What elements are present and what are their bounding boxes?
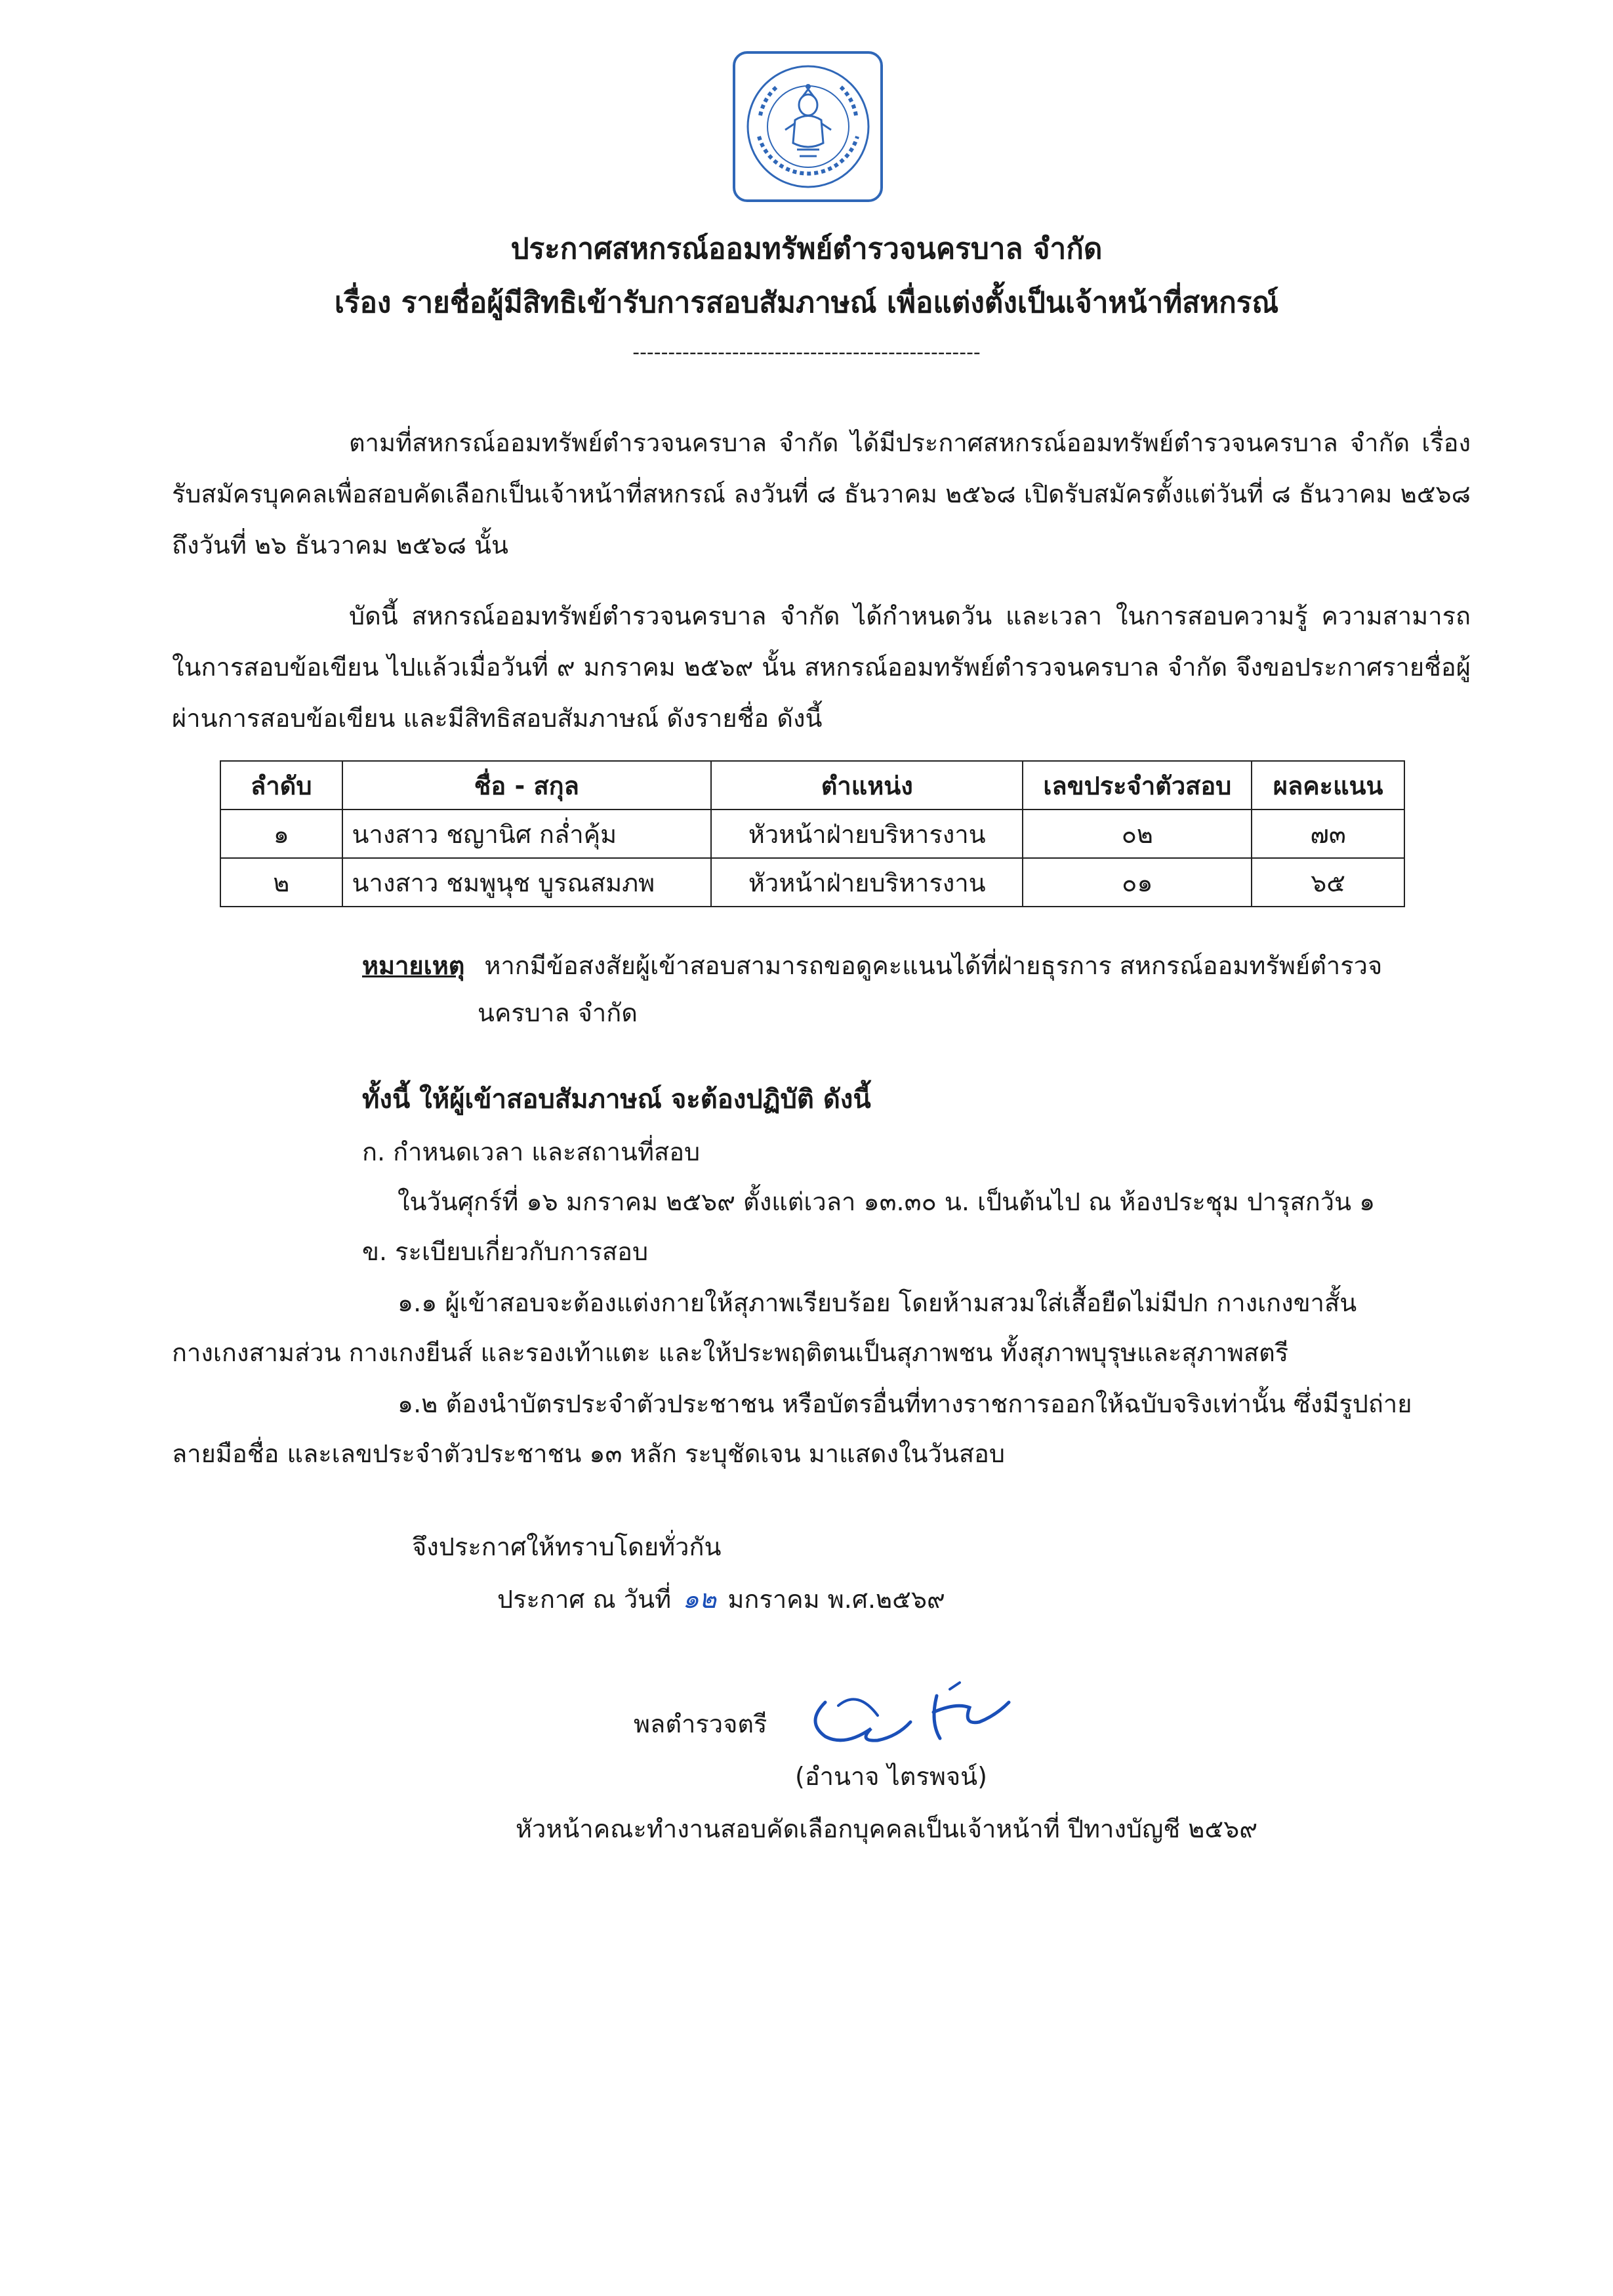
- title-separator: -------------------------------------------------: [632, 341, 981, 364]
- row-score: ๖๕: [1252, 858, 1404, 907]
- header-position: ตำแหน่ง: [711, 761, 1023, 810]
- closing-announce: จึงประกาศให้ทราบโดยทั่วกัน: [412, 1532, 722, 1561]
- table-row: [220, 810, 1404, 858]
- date-prefix: ประกาศ ณ วันที่: [497, 1585, 672, 1614]
- rule-1-line-2: กางเกงสามส่วน กางเกงยีนส์ และรองเท้าแตะ และให้ประพฤติตนเป็นสุภาพชน ทั้งสุภาพบุรุษและสุภาพสตรี: [172, 1338, 1289, 1367]
- row-name: นางสาว ชญานิศ กล่ำคุ้ม: [342, 810, 712, 858]
- item-a-detail: ในวันศุกร์ที่ ๑๖ มกราคม ๒๕๖๙ ตั้งแต่เวลา ๑๓.๓๐ น. เป็นต้นไป ณ ห้องประชุม ปารุสกวัน ๑: [398, 1187, 1376, 1216]
- remark-line-1: หากมีข้อสงสัยผู้เข้าสอบสามารถขอดูคะแนนได้ที่ฝ่ายธุรการ สหกรณ์ออมทรัพย์ตำรวจ: [484, 951, 1383, 980]
- header-name: ชื่อ - สกุล: [342, 761, 712, 810]
- table-row: [220, 858, 1404, 907]
- handwritten-signature: [799, 1676, 1022, 1755]
- document-title: ประกาศสหกรณ์ออมทรัพย์ตำรวจนครบาล จำกัด: [510, 232, 1103, 266]
- item-a-heading: ก. กำหนดเวลา และสถานที่สอบ: [362, 1138, 701, 1166]
- remark-block: [362, 942, 1471, 1036]
- instructions-heading: ทั้งนี้ ให้ผู้เข้าสอบสัมภาษณ์ จะต้องปฏิบัติ ดังนี้: [362, 1084, 871, 1115]
- row-position: หัวหน้าฝ่ายบริหารงาน: [711, 858, 1023, 907]
- remark-line-2: นครบาล จำกัด: [478, 998, 638, 1027]
- rule-1-line-1: ๑.๑ ผู้เข้าสอบจะต้องแต่งกายให้สุภาพเรียบร้อย โดยห้ามสวมใส่เสื้อยืดไม่มีปก กางเกงขาสั้น: [398, 1288, 1357, 1317]
- header-score: ผลคะแนน: [1252, 761, 1404, 810]
- signer-position: หัวหน้าคณะทำงานสอบคัดเลือกบุคคลเป็นเจ้าหน้าที่ ปีทางบัญชี ๒๕๖๙: [516, 1814, 1258, 1843]
- row-score: ๗๓: [1252, 810, 1404, 858]
- handwritten-day: ๑๒: [682, 1584, 717, 1614]
- header-order: ลำดับ: [220, 761, 342, 810]
- candidate-table: [220, 760, 1405, 907]
- cooperative-seal-logo: [733, 51, 883, 202]
- rule-2-line-2: ลายมือชื่อ และเลขประจำตัวประชาชน ๑๓ หลัก ระบุชัดเจน มาแสดงในวันสอบ: [172, 1439, 1005, 1468]
- announcement-paragraph: [172, 590, 1471, 744]
- intro-paragraph-text: ตามที่สหกรณ์ออมทรัพย์ตำรวจนครบาล จำกัด ได้มีประกาศสหกรณ์ออมทรัพย์ตำรวจนครบาล จำกัด เรื่อง รับสมัครบุคคลเพื่อสอบคัดเลือกเป็นเจ้าหน้าที่สหกรณ์ ลงวันที่ ๘ ธันวาคม ๒๕๖๘ เปิดรับสมัครตั้งแต่วันที่ ๘ ธันวาคม ๒๕๖๘ ถึงวันที่ ๒๖ ธันวาคม ๒๕๖๘ นั้น: [172, 428, 1471, 560]
- row-order: ๒: [220, 858, 342, 907]
- date-suffix: มกราคม พ.ศ.๒๕๖๙: [727, 1585, 945, 1614]
- announcement-paragraph-text: บัดนี้ สหกรณ์ออมทรัพย์ตำรวจนครบาล จำกัด ได้กำหนดวัน และเวลา ในการสอบความรู้ ความสามารถ ในการสอบข้อเขียน ไปแล้วเมื่อวันที่ ๙ มกราคม ๒๕๖๙ นั้น สหกรณ์ออมทรัพย์ตำรวจนครบาล จำกัด จึงขอประกาศรายชื่อผู้ผ่านการสอบข้อเขียน และมีสิทธิสอบสัมภาษณ์ ดังรายชื่อ ดังนี้: [172, 602, 1471, 733]
- row-name: นางสาว ชมพูนุช บูรณสมภพ: [342, 858, 712, 907]
- signer-rank: พลตำรวจตรี: [634, 1710, 767, 1738]
- document-subject: เรื่อง รายชื่อผู้มีสิทธิเข้ารับการสอบสัมภาษณ์ เพื่อแต่งตั้งเป็นเจ้าหน้าที่สหกรณ์: [334, 286, 1279, 319]
- table-header-row: [220, 761, 1404, 810]
- announcement-date: [497, 1581, 945, 1618]
- row-position: หัวหน้าฝ่ายบริหารงาน: [711, 810, 1023, 858]
- row-exam-id: ๐๒: [1023, 810, 1252, 858]
- row-exam-id: ๐๑: [1023, 858, 1252, 907]
- remark-label: หมายเหตุ: [362, 951, 465, 980]
- item-b-heading: ข. ระเบียบเกี่ยวกับการสอบ: [362, 1237, 649, 1266]
- seal-emblem-icon: [739, 58, 877, 195]
- row-order: ๑: [220, 810, 342, 858]
- signer-name: (อำนาจ ไตรพจน์): [795, 1762, 987, 1791]
- intro-paragraph: [172, 417, 1471, 571]
- rule-2-line-1: ๑.๒ ต้องนำบัตรประจำตัวประชาชน หรือบัตรอื่นที่ทางราชการออกให้ฉบับจริงเท่านั้น ซึ่งมีรูปถ่าย: [398, 1389, 1412, 1418]
- header-exam-id: เลขประจำตัวสอบ: [1023, 761, 1252, 810]
